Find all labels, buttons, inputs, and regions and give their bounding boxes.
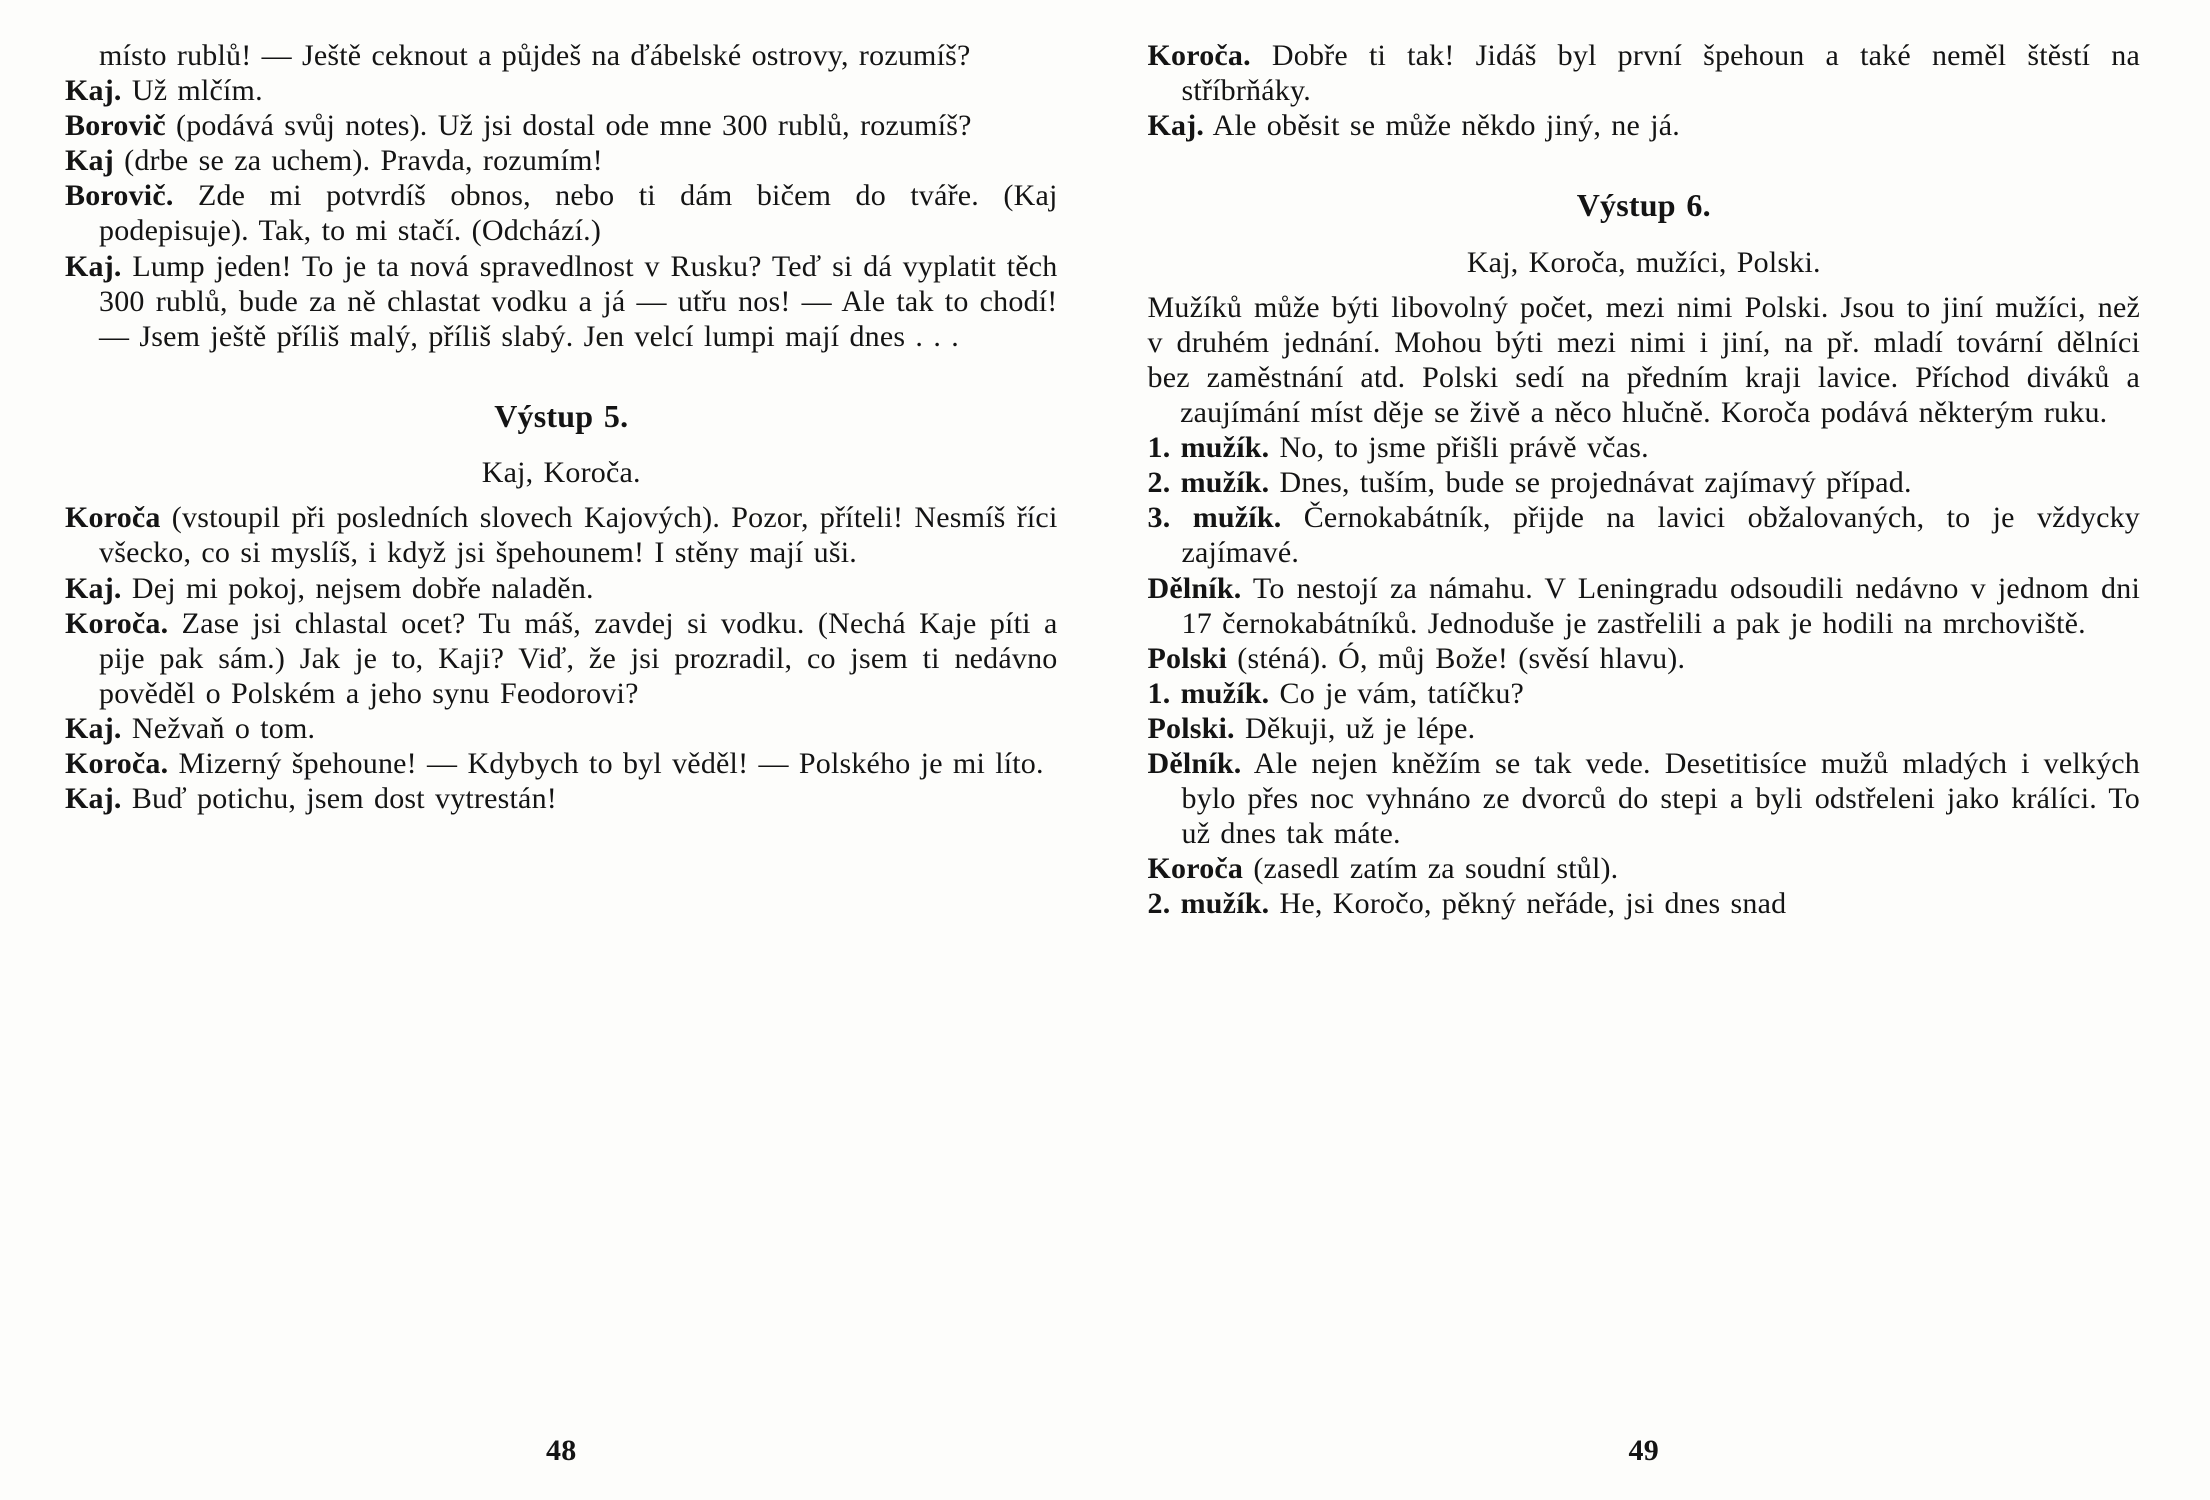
- scene-heading: Výstup 5.: [494, 397, 629, 434]
- scene-cast-list: Kaj, Koroča.: [481, 456, 641, 490]
- dialogue-paragraph: Dělník. Ale nejen kněžím se tak vede. Desetitisíce mužů mladých i velkých bylo přes noc vyhnáno ze dvorců do stepi a byli odstřeleni jako králíci. To už dnes tak máte.: [1147, 747, 2140, 851]
- page-right-content: [1148, 38, 2141, 922]
- dialogue-paragraph: Kaj. Buď potichu, jsem dost vytrestán!: [65, 782, 557, 816]
- speaker-name: Borovič.: [65, 179, 174, 213]
- speaker-name: 1. mužík.: [1147, 431, 1270, 465]
- page-right: [1148, 38, 2141, 1472]
- speaker-name: Kaj.: [65, 782, 122, 816]
- page-number-right: 49: [1628, 1433, 1659, 1467]
- dialogue-paragraph: Koroča. Mizerný špehoune! — Kdybych to byl věděl! — Polského je mi líto.: [65, 747, 1044, 781]
- page-number-left: 48: [546, 1433, 577, 1467]
- dialogue-paragraph: Kaj. Ale oběsit se může někdo jiný, ne já.: [1147, 109, 1680, 143]
- dialogue-paragraph: Kaj. Lump jeden! To je ta nová spravedlnost v Rusku? Teď si dá vyplatit těch 300 rublů, bude za ně chlastat vodku a já — utřu nos! — Ale tak to chodí! — Jsem ještě příliš malý, příliš slabý. Jen velcí lumpi mají dnes . . .: [65, 249, 1058, 353]
- speaker-name: Dělník.: [1147, 571, 1242, 605]
- speaker-name: 1. mužík.: [1147, 676, 1270, 710]
- dialogue-paragraph: 1. mužík. No, to jsme přišli právě včas.: [1147, 431, 1649, 465]
- dialogue-paragraph: Koroča. Dobře ti tak! Jidáš byl první špehoun a také neměl štěstí na stříbrňáky.: [1147, 39, 2140, 108]
- speaker-name: Koroča: [1147, 852, 1244, 886]
- speaker-name: Kaj.: [65, 74, 122, 108]
- speaker-name: Borovič: [65, 109, 166, 143]
- speaker-name: Kaj.: [1147, 109, 1205, 143]
- dialogue-paragraph: Kaj. Už mlčím.: [65, 74, 263, 108]
- dialogue-paragraph: 3. mužík. Černokabátník, přijde na lavici obžalovaných, to je vždycky zajímavé.: [1147, 501, 2140, 570]
- speaker-name: 2. mužík.: [1147, 466, 1270, 500]
- speaker-name: 2. mužík.: [1147, 887, 1270, 921]
- dialogue-paragraph: Koroča. Zase jsi chlastal ocet? Tu máš, zavdej si vodku. (Nechá Kaje píti a pije pak sám.) Jak je to, Kaji? Viď, že jsi prozradil, co jsem ti nedávno pověděl o Polském a jeho synu Feodorovi?: [65, 606, 1058, 710]
- dialogue-paragraph: Borovič (podává svůj notes). Už jsi dostal ode mne 300 rublů, rozumíš?: [65, 109, 972, 143]
- speaker-name: 3. mužík.: [1147, 501, 1282, 535]
- speaker-name: Dělník.: [1147, 747, 1242, 781]
- dialogue-paragraph: Kaj. Dej mi pokoj, nejsem dobře naladěn.: [65, 571, 594, 605]
- speaker-name: Koroča.: [65, 747, 169, 781]
- speaker-name: Polski.: [1147, 711, 1235, 745]
- dialogue-continuation: místo rublů! — Ještě ceknout a půjdeš na ďábelské ostrovy, rozumíš?: [99, 39, 971, 72]
- scene-heading: Výstup 6.: [1576, 187, 1711, 224]
- dialogue-paragraph: Koroča (vstoupil při posledních slovech Kajových). Pozor, příteli! Nesmíš říci všecko, co si myslíš, i když jsi špehounem! I stěny mají uši.: [65, 501, 1058, 570]
- dialogue-paragraph: Kaj. Nežvaň o tom.: [65, 711, 316, 745]
- dialogue-paragraph: Dělník. To nestojí za námahu. V Leningradu odsoudili nedávno v jednom dni 17 černokabátníků. Jednoduše je zastřelili a pak je hodili na mrchoviště.: [1147, 571, 2140, 640]
- scene-cast-list: Kaj, Koroča, mužíci, Polski.: [1466, 245, 1821, 279]
- dialogue-paragraph: Polski (sténá). Ó, můj Bože! (svěsí hlavu).: [1147, 641, 1686, 675]
- dialogue-paragraph: Koroča (zasedl zatím za soudní stůl).: [1147, 852, 1619, 886]
- dialogue-paragraph: 1. mužík. Co je vám, tatíčku?: [1147, 676, 1525, 710]
- speaker-name: Polski: [1147, 641, 1228, 675]
- dialogue-paragraph: Borovič. Zde mi potvrdíš obnos, nebo ti dám bičem do tváře. (Kaj podepisuje). Tak, to mi stačí. (Odchází.): [65, 179, 1058, 248]
- page-left: [65, 38, 1058, 1472]
- stage-direction: Mužíků může býti libovolný počet, mezi nimi Polski. Jsou to jiní mužíci, než v druhém jednání. Mohou býti mezi nimi i jiní, na př. mladí tovární dělníci bez zaměstnání atd. Polski sedí na předním kraji lavice. Příchod diváků a zaujímání míst děje se živě a něco hlučně. Koroča podává některým ruku.: [1147, 290, 2140, 430]
- dialogue-paragraph: Polski. Děkuji, už je lépe.: [1147, 711, 1476, 745]
- dialogue-paragraph: Kaj (drbe se za uchem). Pravda, rozumím!: [65, 144, 603, 178]
- speaker-name: Koroča.: [1147, 39, 1251, 72]
- page-left-content: [65, 38, 1058, 816]
- dialogue-paragraph: 2. mužík. Dnes, tuším, bude se projednávat zajímavý případ.: [1147, 466, 1912, 500]
- speaker-name: Koroča.: [65, 606, 169, 640]
- speaker-name: Koroča: [65, 501, 161, 535]
- speaker-name: Kaj: [65, 144, 114, 178]
- speaker-name: Kaj.: [65, 249, 122, 283]
- dialogue-paragraph: 2. mužík. He, Koročo, pěkný neřáde, jsi dnes snad: [1147, 887, 1787, 921]
- speaker-name: Kaj.: [65, 571, 122, 605]
- speaker-name: Kaj.: [65, 711, 122, 745]
